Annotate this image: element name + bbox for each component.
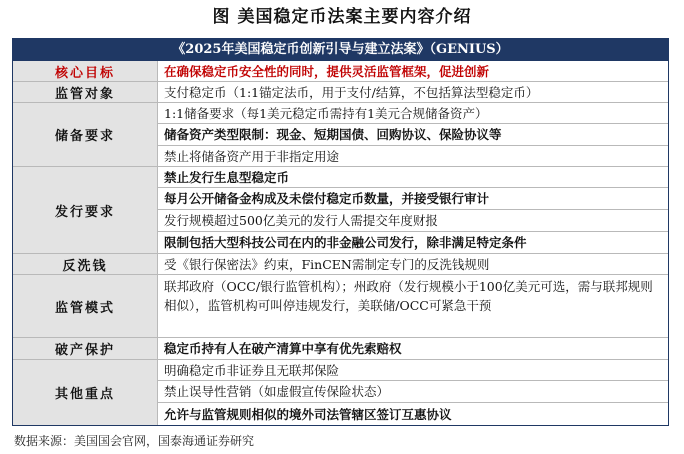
row-issuance-requirements — [13, 167, 668, 254]
row-label: 储备要求 — [13, 103, 158, 167]
row-item: 每月公开储备金构成及未偿付稳定币数量，并接受银行审计 — [158, 188, 668, 210]
row-item: 发行规模超过500亿美元的发行人需提交年度财报 — [158, 210, 668, 232]
row-other-key-points — [13, 360, 668, 425]
row-label: 监管模式 — [13, 275, 158, 338]
data-source-note: 数据来源：美国国会官网，国泰海通证券研究 — [14, 434, 255, 448]
row-anti-money-laundering — [13, 254, 668, 275]
row-item: 受《银行保密法》约束，FinCEN需制定专门的反洗钱规则 — [158, 254, 668, 275]
row-regulatory-model — [13, 275, 668, 338]
table-banner: 《2025年美国稳定币创新引导与建立法案》（GENIUS） — [13, 39, 668, 61]
row-bankruptcy-protection — [13, 338, 668, 360]
row-item: 稳定币持有人在破产清算中享有优先索赔权 — [158, 338, 668, 360]
row-item: 禁止发行生息型稳定币 — [158, 167, 668, 188]
row-item: 支付稳定币（1:1锚定法币，用于支付/结算，不包括算法型稳定币） — [158, 82, 668, 103]
row-item: 1:1储备要求（每1美元稳定币需持有1美元合规储备资产） — [158, 103, 668, 124]
row-reserve-requirements — [13, 103, 668, 167]
row-label: 反洗钱 — [13, 254, 158, 275]
row-label: 核心目标 — [13, 61, 158, 82]
row-core-goal — [13, 61, 668, 82]
figure-title: 图 美国稳定币法案主要内容介绍 — [212, 7, 472, 27]
row-label: 破产保护 — [13, 338, 158, 360]
row-item: 禁止误导性营销（如虚假宣传保险状态） — [158, 381, 668, 403]
row-item: 允许与监管规则相似的境外司法管辖区签订互惠协议 — [164, 406, 452, 422]
row-label: 发行要求 — [13, 167, 158, 254]
row-item: 储备资产类型限制：现金、短期国债、回购协议、保险协议等 — [158, 124, 668, 146]
row-label: 其他重点 — [13, 360, 158, 425]
row-item: 联邦政府（OCC/银行监管机构）；州政府（发行规模小于100亿美元可选，需与联邦规则相似），监管机构可叫停违规发行，美联储/OCC可紧急干预 — [158, 275, 668, 338]
row-regulated-object — [13, 82, 668, 103]
row-item: 在确保稳定币安全性的同时，提供灵活监管框架，促进创新 — [158, 61, 668, 82]
genius-act-table — [12, 38, 669, 426]
row-item: 明确稳定币非证券且无联邦保险 — [158, 360, 668, 381]
row-item: 限制包括大型科技公司在内的非金融公司发行，除非满足特定条件 — [158, 232, 668, 254]
row-label: 监管对象 — [13, 82, 158, 103]
row-item: 禁止将储备资产用于非指定用途 — [158, 146, 668, 167]
